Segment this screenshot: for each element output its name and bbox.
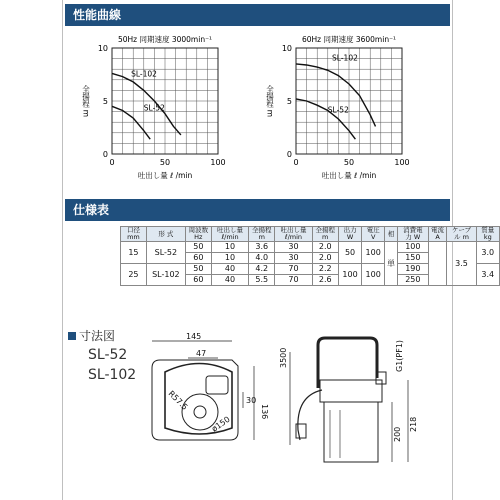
flow-cell: 10 [211,253,248,264]
outlet-box [206,376,228,394]
head-cell: 3.6 [249,242,275,253]
flow-cell: 10 [211,242,248,253]
dim-thread: G1(PF1) [395,339,404,372]
output-cell: 100 [338,264,362,286]
dim-30: 30 [246,396,257,405]
section-header-spec: 仕様表 [65,199,450,221]
y-axis-label: 全揚程 m [81,84,91,118]
col-header: 出力 W [338,227,362,242]
dim-136: 136 [260,404,269,420]
flow-cell: 70 [275,264,312,275]
cable-cell: 3.5 [447,242,476,286]
output-cell: 50 [338,242,362,264]
x-tick-label: 100 [394,158,410,167]
flow-cell: 70 [275,275,312,286]
pump-head [320,380,382,402]
x-tick-label: 50 [343,158,355,167]
head-cell: 4.2 [249,264,275,275]
model-cell: SL-102 [146,264,185,286]
series-label: SL-102 [131,69,157,79]
col-header: 電圧 V [362,227,385,242]
series-label: SL-52 [143,103,165,113]
col-header: 質量 kg [476,227,499,242]
pump-body [324,402,378,462]
chart-title: 50Hz 同期速度 3000min⁻¹ [117,35,213,44]
col-header: 吐出し量 ℓ/min [211,227,248,242]
power-cell: 190 [397,264,428,275]
mass-cell: 3.0 [476,242,499,264]
model-cell: SL-52 [146,242,185,264]
outlet-circle [194,406,206,418]
power-cell: 150 [397,253,428,264]
x-tick-label: 100 [210,158,226,167]
col-header: 相 [384,227,397,242]
hz-cell: 60 [185,275,211,286]
y-tick-label: 5 [286,97,292,106]
col-header: ケーブル m [447,227,476,242]
bore-cell: 25 [121,264,147,286]
y-tick-label: 0 [286,150,292,159]
head-cell: 2.0 [312,242,338,253]
voltage-cell: 100 [362,242,385,264]
y-tick-label: 10 [281,44,292,53]
dimension-title-text: 寸法図 [79,329,116,343]
x-axis-label: 吐出し量 ℓ /min [321,171,377,180]
x-axis-label: 吐出し量 ℓ /min [137,171,193,180]
bore-cell: 15 [121,242,147,264]
voltage-cell: 100 [362,264,385,286]
power-cable [298,390,322,440]
x-tick-label: 0 [109,158,115,167]
head-cell: 4.0 [249,253,275,264]
x-tick-label: 50 [159,158,171,167]
mass-cell: 3.4 [476,264,499,286]
x-tick-label: 0 [293,158,299,167]
series-label: SL-102 [332,53,358,63]
y-tick-label: 0 [102,150,108,159]
hz-cell: 50 [185,264,211,275]
col-header: 電流 A [428,227,447,242]
dim-145: 145 [186,332,202,341]
model-label: SL-102 [88,367,137,383]
head-cell: 2.0 [312,253,338,264]
col-header: 形 式 [146,227,185,242]
dim-200: 200 [393,426,402,442]
y-axis-label: 全揚程 m [265,84,275,118]
dim-218: 218 [409,416,418,432]
col-header: 消費電力 W [397,227,428,242]
flow-cell: 40 [211,264,248,275]
y-tick-label: 5 [102,97,108,106]
col-header: 全揚程 m [312,227,338,242]
dim-diameter: ø150 [209,414,232,434]
series-label: SL-52 [327,105,349,115]
y-tick-label: 10 [97,44,108,53]
power-cell: 100 [397,242,428,253]
flow-cell: 30 [275,253,312,264]
dim-3500: 3500 [279,347,288,368]
head-cell: 2.2 [312,264,338,275]
head-cell: 2.6 [312,275,338,286]
col-header: 全揚程 m [249,227,275,242]
flow-cell: 30 [275,242,312,253]
model-label: SL-52 [88,347,128,363]
section-header-performance: 性能曲線 [65,4,450,26]
hz-cell: 50 [185,242,211,253]
phase-cell: 単 [384,242,397,286]
col-header: 口径 mm [121,227,147,242]
dim-47: 47 [196,349,207,358]
flow-cell: 40 [211,275,248,286]
chart-title: 60Hz 同期速度 3600min⁻¹ [301,35,397,44]
col-header: 吐出し量 ℓ/min [275,227,312,242]
dim-radius: R57.5 [166,389,190,412]
col-header: 周波数 Hz [185,227,211,242]
power-cell: 250 [397,275,428,286]
hz-cell: 60 [185,253,211,264]
head-cell: 5.5 [249,275,275,286]
